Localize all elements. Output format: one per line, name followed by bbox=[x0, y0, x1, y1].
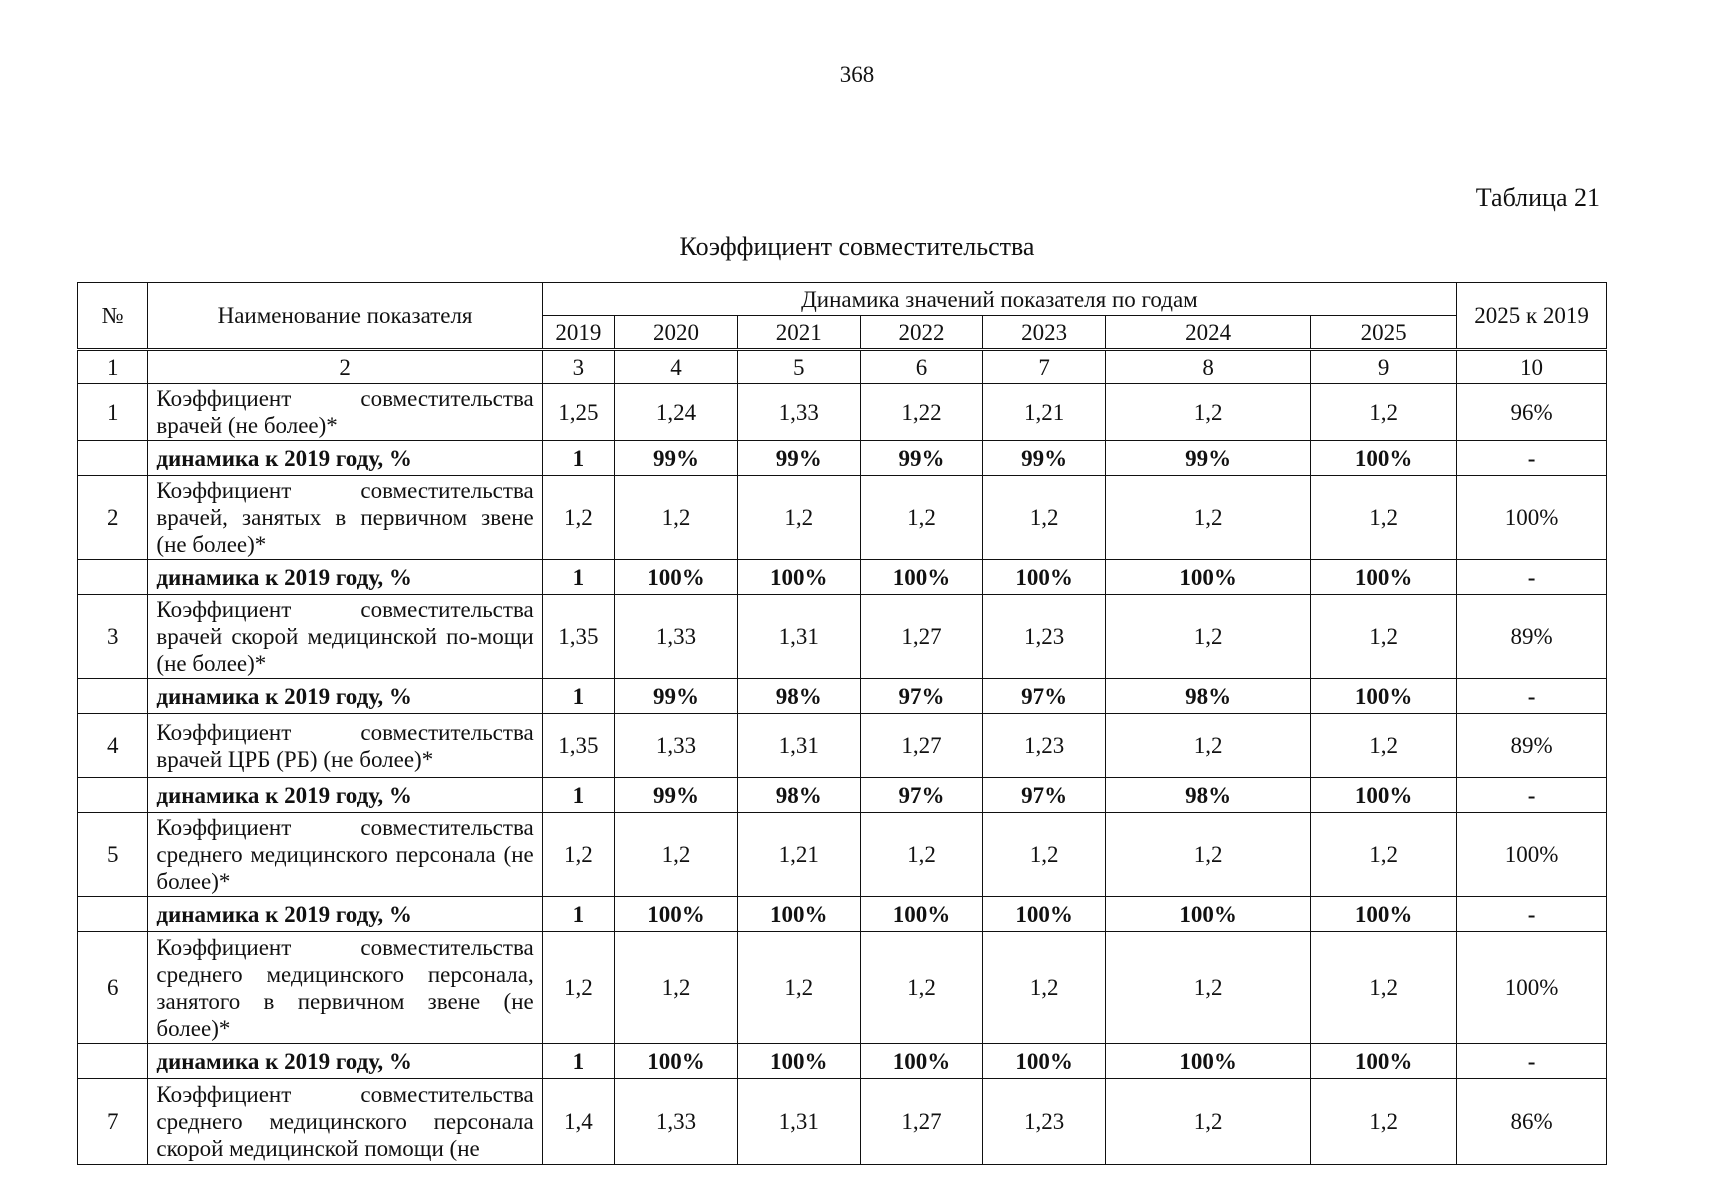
year-value: 1,33 bbox=[737, 384, 860, 441]
dynamics-value: 98% bbox=[737, 778, 860, 813]
year-value: 1,2 bbox=[983, 813, 1106, 897]
dynamics-value: 1 bbox=[542, 679, 614, 714]
column-number: 6 bbox=[860, 350, 983, 384]
header-year: 2023 bbox=[983, 316, 1106, 350]
indicator-name: Коэффициент совместительства среднего медицинского персонала (не более)* bbox=[148, 813, 542, 897]
dynamics-value: 97% bbox=[983, 778, 1106, 813]
dynamics-value: 100% bbox=[1311, 897, 1457, 932]
dynamics-value: 100% bbox=[860, 1044, 983, 1079]
row-number-empty bbox=[78, 778, 148, 813]
year-value: 1,2 bbox=[1106, 813, 1311, 897]
dynamics-value: 100% bbox=[983, 897, 1106, 932]
ratio-value: 89% bbox=[1457, 714, 1607, 778]
indicator-name: Коэффициент совместительства врачей (не более)* bbox=[148, 384, 542, 441]
row-number: 2 bbox=[78, 476, 148, 560]
indicator-row bbox=[78, 384, 1607, 441]
dynamics-ratio: - bbox=[1457, 441, 1607, 476]
header-year: 2022 bbox=[860, 316, 983, 350]
indicator-row bbox=[78, 595, 1607, 679]
ratio-value: 100% bbox=[1457, 932, 1607, 1044]
year-value: 1,2 bbox=[1311, 932, 1457, 1044]
dynamics-value: 100% bbox=[1311, 441, 1457, 476]
year-value: 1,2 bbox=[737, 932, 860, 1044]
header-year: 2024 bbox=[1106, 316, 1311, 350]
year-value: 1,31 bbox=[737, 714, 860, 778]
year-value: 1,2 bbox=[615, 813, 738, 897]
indicator-row bbox=[78, 813, 1607, 897]
year-value: 1,2 bbox=[860, 476, 983, 560]
dynamics-value: 100% bbox=[615, 1044, 738, 1079]
dynamics-value: 100% bbox=[1311, 560, 1457, 595]
dynamics-value: 98% bbox=[737, 679, 860, 714]
dynamics-value: 100% bbox=[860, 897, 983, 932]
year-value: 1,2 bbox=[1106, 384, 1311, 441]
row-number-empty bbox=[78, 1044, 148, 1079]
year-value: 1,2 bbox=[542, 932, 614, 1044]
column-number: 4 bbox=[615, 350, 738, 384]
dynamics-label: динамика к 2019 году, % bbox=[148, 679, 542, 714]
dynamics-value: 100% bbox=[860, 560, 983, 595]
column-number: 7 bbox=[983, 350, 1106, 384]
column-number: 2 bbox=[148, 350, 542, 384]
year-value: 1,33 bbox=[615, 714, 738, 778]
indicator-name: Коэффициент совместительства среднего медицинского персонала скорой медицинской помощи (не bbox=[148, 1079, 542, 1165]
dynamics-label: динамика к 2019 году, % bbox=[148, 1044, 542, 1079]
column-number: 10 bbox=[1457, 350, 1607, 384]
dynamics-value: 98% bbox=[1106, 778, 1311, 813]
dynamics-value: 99% bbox=[983, 441, 1106, 476]
dynamics-value: 100% bbox=[1106, 897, 1311, 932]
column-number: 1 bbox=[78, 350, 148, 384]
dynamics-row bbox=[78, 897, 1607, 932]
year-value: 1,31 bbox=[737, 595, 860, 679]
dynamics-value: 100% bbox=[1106, 1044, 1311, 1079]
row-number: 7 bbox=[78, 1079, 148, 1165]
year-value: 1,2 bbox=[737, 476, 860, 560]
header-year: 2021 bbox=[737, 316, 860, 350]
year-value: 1,2 bbox=[1106, 932, 1311, 1044]
dynamics-value: 100% bbox=[737, 560, 860, 595]
row-number-empty bbox=[78, 441, 148, 476]
dynamics-row bbox=[78, 1044, 1607, 1079]
year-value: 1,21 bbox=[983, 384, 1106, 441]
year-value: 1,2 bbox=[983, 932, 1106, 1044]
year-value: 1,27 bbox=[860, 714, 983, 778]
year-value: 1,23 bbox=[983, 595, 1106, 679]
page-number: 368 bbox=[839, 62, 875, 87]
year-value: 1,25 bbox=[542, 384, 614, 441]
header-name: Наименование показателя bbox=[148, 283, 542, 350]
indicator-row bbox=[78, 476, 1607, 560]
dynamics-value: 1 bbox=[542, 778, 614, 813]
dynamics-value: 97% bbox=[860, 679, 983, 714]
dynamics-value: 99% bbox=[860, 441, 983, 476]
dynamics-value: 100% bbox=[1311, 679, 1457, 714]
ratio-value: 86% bbox=[1457, 1079, 1607, 1165]
year-value: 1,2 bbox=[1311, 476, 1457, 560]
dynamics-value: 100% bbox=[983, 1044, 1106, 1079]
dynamics-label: динамика к 2019 году, % bbox=[148, 560, 542, 595]
ratio-value: 96% bbox=[1457, 384, 1607, 441]
year-value: 1,4 bbox=[542, 1079, 614, 1165]
dynamics-value: 100% bbox=[737, 897, 860, 932]
year-value: 1,2 bbox=[1106, 714, 1311, 778]
dynamics-label: динамика к 2019 году, % bbox=[148, 441, 542, 476]
year-value: 1,23 bbox=[983, 1079, 1106, 1165]
header-year: 2020 bbox=[615, 316, 738, 350]
dynamics-value: 99% bbox=[615, 441, 738, 476]
indicator-name: Коэффициент совместительства врачей ЦРБ (РБ) (не более)* bbox=[148, 714, 542, 778]
dynamics-row bbox=[78, 778, 1607, 813]
year-value: 1,21 bbox=[737, 813, 860, 897]
dynamics-value: 100% bbox=[983, 560, 1106, 595]
indicator-row bbox=[78, 1079, 1607, 1165]
row-number-empty bbox=[78, 897, 148, 932]
year-value: 1,2 bbox=[542, 476, 614, 560]
coefficient-table bbox=[77, 282, 1607, 1165]
year-value: 1,2 bbox=[860, 932, 983, 1044]
year-value: 1,33 bbox=[615, 1079, 738, 1165]
year-value: 1,2 bbox=[1311, 714, 1457, 778]
indicator-name: Коэффициент совместительства среднего медицинского персонала, занятого в первичном звене (не более)* bbox=[148, 932, 542, 1044]
header-year: 2025 bbox=[1311, 316, 1457, 350]
header-year: 2019 bbox=[542, 316, 614, 350]
dynamics-value: 100% bbox=[1106, 560, 1311, 595]
dynamics-value: 100% bbox=[737, 1044, 860, 1079]
ratio-value: 100% bbox=[1457, 476, 1607, 560]
row-number: 6 bbox=[78, 932, 148, 1044]
year-value: 1,24 bbox=[615, 384, 738, 441]
ratio-value: 100% bbox=[1457, 813, 1607, 897]
dynamics-value: 99% bbox=[737, 441, 860, 476]
dynamics-value: 99% bbox=[1106, 441, 1311, 476]
year-value: 1,23 bbox=[983, 714, 1106, 778]
year-value: 1,2 bbox=[615, 932, 738, 1044]
dynamics-label: динамика к 2019 году, % bbox=[148, 897, 542, 932]
year-value: 1,35 bbox=[542, 714, 614, 778]
year-value: 1,2 bbox=[1106, 1079, 1311, 1165]
table-body bbox=[78, 350, 1607, 1165]
indicator-name: Коэффициент совместительства врачей скорой медицинской по-мощи (не более)* bbox=[148, 595, 542, 679]
row-number: 5 bbox=[78, 813, 148, 897]
header-dynamics: Динамика значений показателя по годам bbox=[542, 283, 1456, 316]
dynamics-value: 100% bbox=[615, 897, 738, 932]
year-value: 1,2 bbox=[1311, 595, 1457, 679]
year-value: 1,2 bbox=[542, 813, 614, 897]
dynamics-value: 100% bbox=[1311, 778, 1457, 813]
column-number: 5 bbox=[737, 350, 860, 384]
column-number-row bbox=[78, 350, 1607, 384]
dynamics-row bbox=[78, 441, 1607, 476]
dynamics-value: 1 bbox=[542, 441, 614, 476]
year-value: 1,2 bbox=[1106, 476, 1311, 560]
dynamics-value: 100% bbox=[1311, 1044, 1457, 1079]
header-ratio: 2025 к 2019 bbox=[1457, 283, 1607, 350]
ratio-value: 89% bbox=[1457, 595, 1607, 679]
year-value: 1,2 bbox=[1311, 1079, 1457, 1165]
dynamics-ratio: - bbox=[1457, 1044, 1607, 1079]
year-value: 1,2 bbox=[1311, 384, 1457, 441]
indicator-name: Коэффициент совместительства врачей, занятых в первичном звене (не более)* bbox=[148, 476, 542, 560]
dynamics-row bbox=[78, 560, 1607, 595]
table-label: Таблица 21 bbox=[1475, 183, 1600, 212]
year-value: 1,2 bbox=[860, 813, 983, 897]
year-value: 1,22 bbox=[860, 384, 983, 441]
column-number: 8 bbox=[1106, 350, 1311, 384]
year-value: 1,2 bbox=[983, 476, 1106, 560]
dynamics-value: 97% bbox=[860, 778, 983, 813]
year-value: 1,2 bbox=[1311, 813, 1457, 897]
dynamics-ratio: - bbox=[1457, 897, 1607, 932]
year-value: 1,2 bbox=[615, 476, 738, 560]
header-num: № bbox=[78, 283, 148, 350]
dynamics-ratio: - bbox=[1457, 778, 1607, 813]
row-number: 1 bbox=[78, 384, 148, 441]
dynamics-value: 98% bbox=[1106, 679, 1311, 714]
dynamics-ratio: - bbox=[1457, 679, 1607, 714]
dynamics-value: 100% bbox=[615, 560, 738, 595]
dynamics-value: 1 bbox=[542, 897, 614, 932]
year-value: 1,27 bbox=[860, 1079, 983, 1165]
table-header bbox=[78, 283, 1607, 350]
column-number: 9 bbox=[1311, 350, 1457, 384]
row-number: 3 bbox=[78, 595, 148, 679]
column-number: 3 bbox=[542, 350, 614, 384]
dynamics-row bbox=[78, 679, 1607, 714]
year-value: 1,27 bbox=[860, 595, 983, 679]
dynamics-value: 99% bbox=[615, 778, 738, 813]
row-number: 4 bbox=[78, 714, 148, 778]
year-value: 1,31 bbox=[737, 1079, 860, 1165]
year-value: 1,2 bbox=[1106, 595, 1311, 679]
row-number-empty bbox=[78, 679, 148, 714]
indicator-row bbox=[78, 932, 1607, 1044]
year-value: 1,33 bbox=[615, 595, 738, 679]
year-value: 1,35 bbox=[542, 595, 614, 679]
row-number-empty bbox=[78, 560, 148, 595]
dynamics-value: 99% bbox=[615, 679, 738, 714]
dynamics-ratio: - bbox=[1457, 560, 1607, 595]
dynamics-value: 97% bbox=[983, 679, 1106, 714]
dynamics-label: динамика к 2019 году, % bbox=[148, 778, 542, 813]
indicator-row bbox=[78, 714, 1607, 778]
dynamics-value: 1 bbox=[542, 1044, 614, 1079]
dynamics-value: 1 bbox=[542, 560, 614, 595]
table-title: Коэффициент совместительства bbox=[679, 232, 1035, 261]
